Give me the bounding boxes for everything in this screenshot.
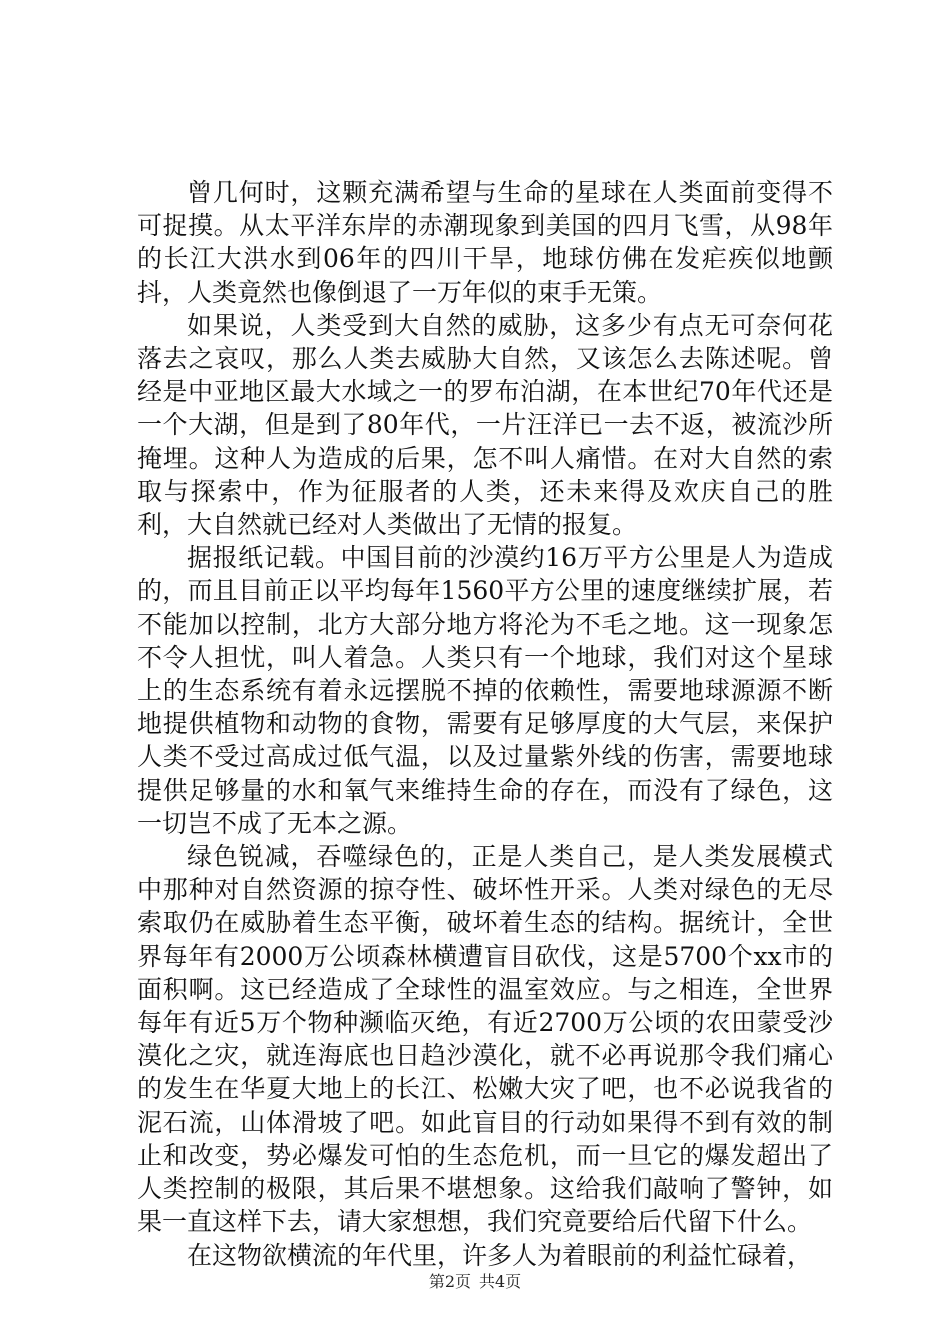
page-total: 共4页 [479,1272,522,1291]
page-number: 第2页 [428,1272,471,1291]
document-body [137,176,833,1272]
paragraph-2: 如果说，人类受到大自然的威胁，这多少有点无可奈何花落去之哀叹，那么人类去威胁大自然，又该怎么去陈述呢。曾经是中亚地区最大水域之一的罗布泊湖，在本世纪70年代还是一个大湖，但是到了80年代，一片汪洋已一去不返，被流沙所掩埋。这种人为造成的后果，怎不叫人痛惜。在对大自然的索取与探索中，作为征服者的人类，还未来得及欢庆自己的胜利，大自然就已经对人类做出了无情的报复。 [137,310,833,540]
paragraph-1: 曾几何时，这颗充满希望与生命的星球在人类面前变得不可捉摸。从太平洋东岸的赤潮现象到美国的四月飞雪，从98年的长江大洪水到06年的四川干旱，地球仿佛在发疟疾似地颤抖，人类竟然也像倒退了一万年似的束手无策。 [137,178,833,307]
paragraph-3: 据报纸记载。中国目前的沙漠约16万平方公里是人为造成的，而且目前正以平均每年1560平方公里的速度继续扩展，若不能加以控制，北方大部分地方将沦为不毛之地。这一现象怎不令人担忧，叫人着急。人类只有一个地球，我们对这个星球上的生态系统有着永远摆脱不掉的依赖性，需要地球源源不断地提供植物和动物的食物，需要有足够厚度的大气层，来保护人类不受过高成过低气温，以及过量紫外线的伤害，需要地球提供足够量的水和氧气来维持生命的存在，而没有了绿色，这一切岂不成了无本之源。 [137,543,833,838]
page-footer [0,1272,950,1292]
paragraph-5: 在这物欲横流的年代里，许多人为着眼前的利益忙碌着， [187,1240,813,1270]
paragraph-4: 绿色锐减，吞噬绿色的，正是人类自己，是人类发展模式中那种对自然资源的掠夺性、破坏性开采。人类对绿色的无尽索取仍在威胁着生态平衡，破坏着生态的结构。据统计，全世界每年有2000万公顷森林横遭盲目砍伐，这是5700个xx市的面积啊。这已经造成了全球性的温室效应。与之相连，全世界每年有近5万个物种濒临灭绝，有近2700万公顷的农田蒙受沙漠化之灾，就连海底也日趋沙漠化，就不必再说那令我们痛心的发生在华夏大地上的长江、松嫩大灾了吧，也不必说我省的泥石流，山体滑坡了吧。如此盲目的行动如果得不到有效的制止和改变，势必爆发可怕的生态危机，而一旦它的爆发超出了人类控制的极限，其后果不堪想象。这给我们敲响了警钟，如果一直这样下去，请大家想想，我们究竟要给后代留下什么。 [137,842,833,1237]
